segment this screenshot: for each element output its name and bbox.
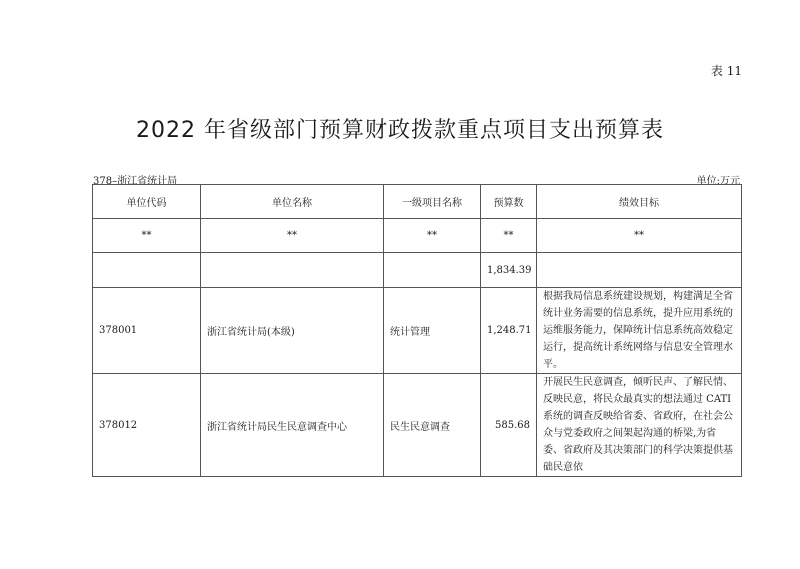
table-row [93, 374, 742, 477]
unit-label: 单位:万元 [696, 176, 740, 187]
performance-goal: 根据我局信息系统建设规划，构建满足全省统计业务需要的信息系统，提升应用系统的运维服务能力，保障统计信息系统高效稳定运行，提高统计系统网络与信息安全管理水平。 [537, 288, 742, 374]
page-title: 2022 年省级部门预算财政拨款重点项目支出预算表 [136, 118, 664, 143]
table-row [93, 219, 742, 253]
performance-goal: 开展民生民意调查，倾听民声、了解民情、反映民意，将民众最真实的想法通过 CATI 系统的调查反映给省委、省政府，在社会公众与党委政府之间架起沟通的桥梁,为省委、省政府及其决策部门的科学决策提供基础民意依 [537, 374, 742, 477]
total-budget: 1,834.39 [481, 253, 537, 288]
unit-name: 浙江省统计局(本级) [201, 288, 384, 374]
header-unit-code: 单位代码 [93, 185, 201, 219]
unit-code: 378001 [93, 288, 201, 374]
header-budget: 预算数 [481, 185, 537, 219]
empty-cell [384, 253, 481, 288]
project-name: 民生民意调查 [384, 374, 481, 477]
budget-value: 585.68 [481, 374, 537, 477]
budget-value: 1,248.71 [481, 288, 537, 374]
star-cell: ** [93, 219, 201, 253]
department-label: 378–浙江省统计局 [93, 176, 178, 187]
budget-table [92, 184, 742, 477]
header-goal: 绩效目标 [537, 185, 742, 219]
star-cell: ** [384, 219, 481, 253]
empty-cell [537, 253, 742, 288]
header-unit-name: 单位名称 [201, 185, 384, 219]
table-number: 表 11 [710, 64, 742, 78]
empty-cell [93, 253, 201, 288]
empty-cell [201, 253, 384, 288]
star-cell: ** [481, 219, 537, 253]
table-row [93, 288, 742, 374]
star-cell: ** [537, 219, 742, 253]
header-project-name: 一级项目名称 [384, 185, 481, 219]
star-cell: ** [201, 219, 384, 253]
unit-name: 浙江省统计局民生民意调查中心 [201, 374, 384, 477]
table-header-row [93, 185, 742, 219]
project-name: 统计管理 [384, 288, 481, 374]
total-row [93, 253, 742, 288]
unit-code: 378012 [93, 374, 201, 477]
